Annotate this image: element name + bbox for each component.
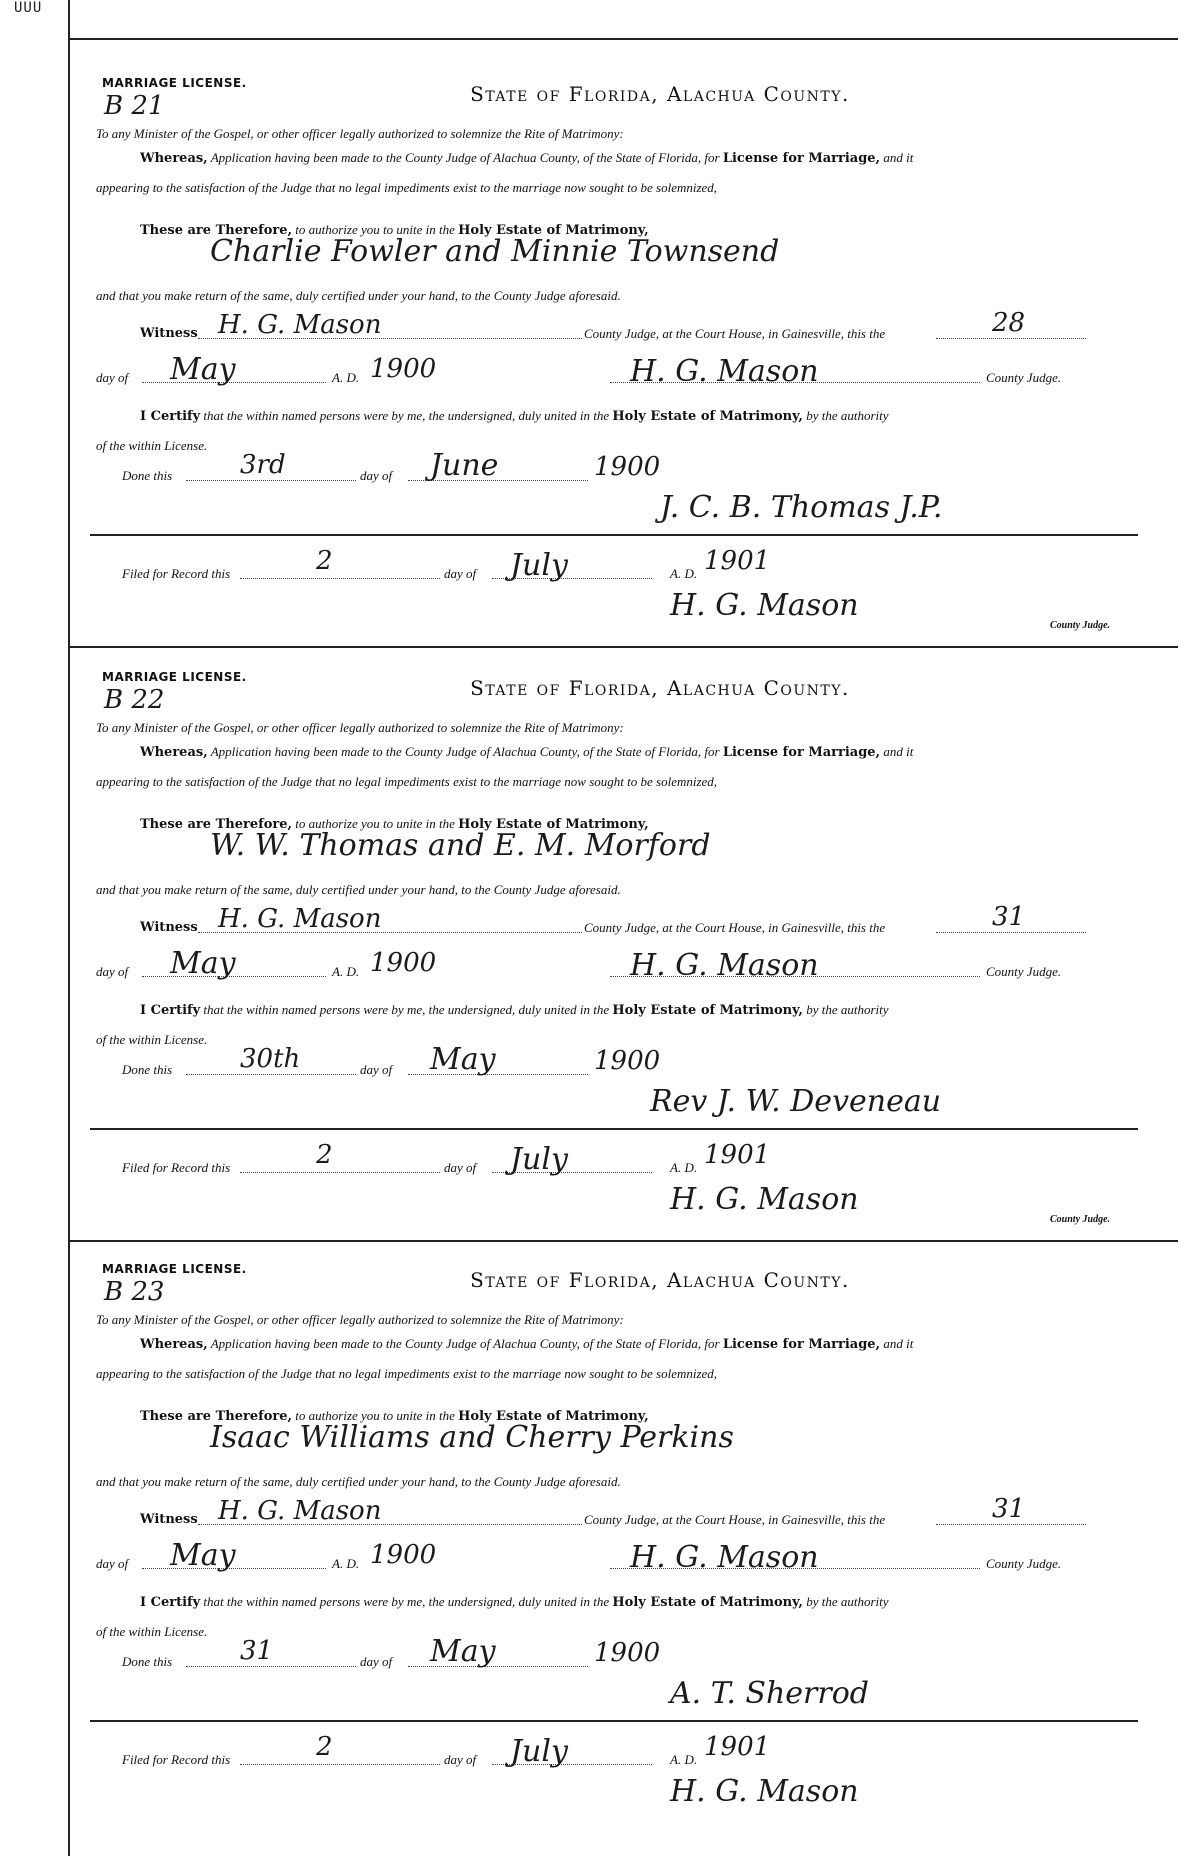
these-are-therefore: These are Therefore, xyxy=(140,223,293,238)
filed-year: 1901 xyxy=(704,546,771,576)
county-judge-label: County Judge. xyxy=(986,370,1062,385)
to-authorize: to authorize you to unite in the xyxy=(295,222,455,237)
issue-day: 31 xyxy=(992,1494,1026,1524)
officiant-signature: Rev J. W. Deveneau xyxy=(650,1084,942,1119)
done-day: 31 xyxy=(240,1636,274,1666)
filed-day-line xyxy=(240,578,440,579)
ad-label: A. D. xyxy=(332,1556,360,1571)
marriage-license-record xyxy=(90,670,1150,1268)
judge-signature-line xyxy=(610,976,980,977)
marriage-license-record xyxy=(90,1262,1150,1860)
issue-year: 1900 xyxy=(370,354,437,384)
filed-ad-label: A. D. xyxy=(670,1160,698,1175)
whereas-word: Whereas, xyxy=(140,745,208,760)
filed-label: Filed for Record this xyxy=(122,1752,231,1767)
ad-label: A. D. xyxy=(332,370,360,385)
filed-judge-signature: H. G. Mason xyxy=(670,1182,859,1217)
to-authorize: to authorize you to unite in the xyxy=(295,816,455,831)
within-license: of the within License. xyxy=(96,1032,208,1047)
license-number: B 21 xyxy=(104,91,165,121)
marriage-license-record xyxy=(90,76,1150,674)
filing-rule xyxy=(90,1128,1138,1130)
witness-signature: H. G. Mason xyxy=(218,1496,382,1526)
done-month: May xyxy=(430,1634,496,1669)
filed-day-of: day of xyxy=(444,1160,477,1175)
certify-text: that the within named persons were by me, the undersigned, duly united in the xyxy=(203,1002,610,1017)
filed-day-of: day of xyxy=(444,1752,477,1767)
holy-estate: Holy Estate of Matrimony, xyxy=(458,223,649,238)
filed-ad-label: A. D. xyxy=(670,566,698,581)
court-house-line: County Judge, at the Court House, in Gainesville, this the xyxy=(584,1512,886,1527)
whereas-line xyxy=(140,150,913,166)
i-certify: I Certify xyxy=(140,1003,201,1018)
filed-year: 1901 xyxy=(704,1140,771,1170)
holy-estate: Holy Estate of Matrimony, xyxy=(612,409,803,424)
whereas-word: Whereas, xyxy=(140,151,208,166)
day-of-label: day of xyxy=(96,1556,129,1571)
done-day-of: day of xyxy=(360,468,393,483)
by-authority: by the authority xyxy=(806,408,889,423)
county-judge-label: County Judge. xyxy=(986,964,1062,979)
minister-address: To any Minister of the Gospel, or other officer legally authorized to solemnize the Rite of Matrimony: xyxy=(96,1312,624,1327)
license-for-marriage: License for Marriage, xyxy=(722,745,881,760)
done-month: June xyxy=(430,448,499,483)
county-judge-small: County Judge. xyxy=(1050,1214,1111,1225)
by-authority: by the authority xyxy=(806,1594,889,1609)
ad-label: A. D. xyxy=(332,964,360,979)
license-for-marriage: License for Marriage, xyxy=(722,151,881,166)
certify-line xyxy=(140,1594,889,1610)
party-names: Charlie Fowler and Minnie Townsend xyxy=(210,234,780,269)
page-margin-line xyxy=(68,0,70,1856)
done-this-label: Done this xyxy=(122,1062,173,1077)
filing-rule xyxy=(90,534,1138,536)
done-day-of: day of xyxy=(360,1062,393,1077)
whereas-word: Whereas, xyxy=(140,1337,208,1352)
i-certify: I Certify xyxy=(140,409,201,424)
officiant-signature: J. C. B. Thomas J.P. xyxy=(660,490,943,525)
whereas-text: Application having been made to the County Judge of Alachua County, of the State of Florida, for xyxy=(210,150,720,165)
filing-rule xyxy=(90,1720,1138,1722)
officiant-signature: A. T. Sherrod xyxy=(670,1676,869,1711)
record-heading: State of Florida, Alachua County. xyxy=(470,1268,850,1292)
return-line: and that you make return of the same, duly certified under your hand, to the County Judge aforesaid. xyxy=(96,288,621,303)
whereas-line xyxy=(140,1336,913,1352)
return-line: and that you make return of the same, duly certified under your hand, to the County Judge aforesaid. xyxy=(96,882,621,897)
record-heading: State of Florida, Alachua County. xyxy=(470,82,850,106)
holy-estate: Holy Estate of Matrimony, xyxy=(458,817,649,832)
done-this-label: Done this xyxy=(122,468,173,483)
party-names: Isaac Williams and Cherry Perkins xyxy=(210,1420,734,1455)
certify-line xyxy=(140,408,889,424)
witness-label: Witness xyxy=(140,326,198,341)
filed-day-line xyxy=(240,1172,440,1173)
party-names: W. W. Thomas and E. M. Morford xyxy=(210,828,711,863)
return-line: and that you make return of the same, duly certified under your hand, to the County Judge aforesaid. xyxy=(96,1474,621,1489)
filed-day-of: day of xyxy=(444,566,477,581)
and-it: and it xyxy=(883,150,914,165)
license-number: B 23 xyxy=(104,1277,165,1307)
issue-month: May xyxy=(170,1538,236,1573)
witness-signature: H. G. Mason xyxy=(218,904,382,934)
witness-label: Witness xyxy=(140,1512,198,1527)
whereas-line xyxy=(140,744,913,760)
day-of-label: day of xyxy=(96,964,129,979)
filed-label: Filed for Record this xyxy=(122,566,231,581)
issue-day-line xyxy=(936,1524,1086,1525)
filed-month: July xyxy=(510,1734,568,1769)
filed-judge-signature: H. G. Mason xyxy=(670,588,859,623)
whereas-text: Application having been made to the County Judge of Alachua County, of the State of Florida, for xyxy=(210,1336,720,1351)
witness-label: Witness xyxy=(140,920,198,935)
filed-ad-label: A. D. xyxy=(670,1752,698,1767)
judge-signature: H. G. Mason xyxy=(630,948,819,983)
holy-estate: Holy Estate of Matrimony, xyxy=(458,1409,649,1424)
license-label: MARRIAGE LICENSE. xyxy=(102,670,247,684)
done-day-line xyxy=(186,480,356,481)
issue-year: 1900 xyxy=(370,948,437,978)
done-month: May xyxy=(430,1042,496,1077)
minister-address: To any Minister of the Gospel, or other officer legally authorized to solemnize the Rite of Matrimony: xyxy=(96,720,624,735)
license-label: MARRIAGE LICENSE. xyxy=(102,76,247,90)
and-it: and it xyxy=(883,1336,914,1351)
done-year: 1900 xyxy=(594,1638,661,1668)
certify-line xyxy=(140,1002,889,1018)
judge-signature: H. G. Mason xyxy=(630,354,819,389)
done-day-line xyxy=(186,1074,356,1075)
appearing-line: appearing to the satisfaction of the Judge that no legal impediments exist to the marriage now sought to be solemnized, xyxy=(96,1366,718,1381)
license-label: MARRIAGE LICENSE. xyxy=(102,1262,247,1276)
done-day: 30th xyxy=(240,1044,301,1074)
certify-text: that the within named persons were by me, the undersigned, duly united in the xyxy=(203,1594,610,1609)
issue-month: May xyxy=(170,352,236,387)
filed-day: 2 xyxy=(316,546,333,576)
holy-estate: Holy Estate of Matrimony, xyxy=(612,1003,803,1018)
holy-estate: Holy Estate of Matrimony, xyxy=(612,1595,803,1610)
judge-signature: H. G. Mason xyxy=(630,1540,819,1575)
i-certify: I Certify xyxy=(140,1595,201,1610)
done-this-label: Done this xyxy=(122,1654,173,1669)
court-house-line: County Judge, at the Court House, in Gainesville, this the xyxy=(584,326,886,341)
issue-day: 31 xyxy=(992,902,1026,932)
filed-day: 2 xyxy=(316,1732,333,1762)
license-for-marriage: License for Marriage, xyxy=(722,1337,881,1352)
within-license: of the within License. xyxy=(96,438,208,453)
witness-signature: H. G. Mason xyxy=(218,310,382,340)
filed-day-line xyxy=(240,1764,440,1765)
and-it: and it xyxy=(883,744,914,759)
page-top-rule xyxy=(68,38,1178,40)
done-year: 1900 xyxy=(594,1046,661,1076)
these-are-therefore: These are Therefore, xyxy=(140,817,293,832)
issue-year: 1900 xyxy=(370,1540,437,1570)
corner-mark: UUU xyxy=(14,0,43,16)
issue-day-line xyxy=(936,338,1086,339)
appearing-line: appearing to the satisfaction of the Judge that no legal impediments exist to the marriage now sought to be solemnized, xyxy=(96,180,718,195)
certify-text: that the within named persons were by me, the undersigned, duly united in the xyxy=(203,408,610,423)
minister-address: To any Minister of the Gospel, or other officer legally authorized to solemnize the Rite of Matrimony: xyxy=(96,126,624,141)
to-authorize: to authorize you to unite in the xyxy=(295,1408,455,1423)
judge-signature-line xyxy=(610,382,980,383)
issue-day: 28 xyxy=(992,308,1026,338)
done-year: 1900 xyxy=(594,452,661,482)
county-judge-label: County Judge. xyxy=(986,1556,1062,1571)
done-day: 3rd xyxy=(240,450,286,480)
county-judge-small: County Judge. xyxy=(1050,620,1111,631)
by-authority: by the authority xyxy=(806,1002,889,1017)
day-of-label: day of xyxy=(96,370,129,385)
these-are-therefore: These are Therefore, xyxy=(140,1409,293,1424)
filed-label: Filed for Record this xyxy=(122,1160,231,1175)
issue-month: May xyxy=(170,946,236,981)
done-day-of: day of xyxy=(360,1654,393,1669)
appearing-line: appearing to the satisfaction of the Judge that no legal impediments exist to the marriage now sought to be solemnized, xyxy=(96,774,718,789)
filed-month: July xyxy=(510,1142,568,1177)
record-heading: State of Florida, Alachua County. xyxy=(470,676,850,700)
done-day-line xyxy=(186,1666,356,1667)
issue-day-line xyxy=(936,932,1086,933)
filed-day: 2 xyxy=(316,1140,333,1170)
court-house-line: County Judge, at the Court House, in Gainesville, this the xyxy=(584,920,886,935)
whereas-text: Application having been made to the County Judge of Alachua County, of the State of Florida, for xyxy=(210,744,720,759)
filed-judge-signature: H. G. Mason xyxy=(670,1774,859,1809)
judge-signature-line xyxy=(610,1568,980,1569)
filed-month: July xyxy=(510,548,568,583)
license-number: B 22 xyxy=(104,685,165,715)
within-license: of the within License. xyxy=(96,1624,208,1639)
filed-year: 1901 xyxy=(704,1732,771,1762)
